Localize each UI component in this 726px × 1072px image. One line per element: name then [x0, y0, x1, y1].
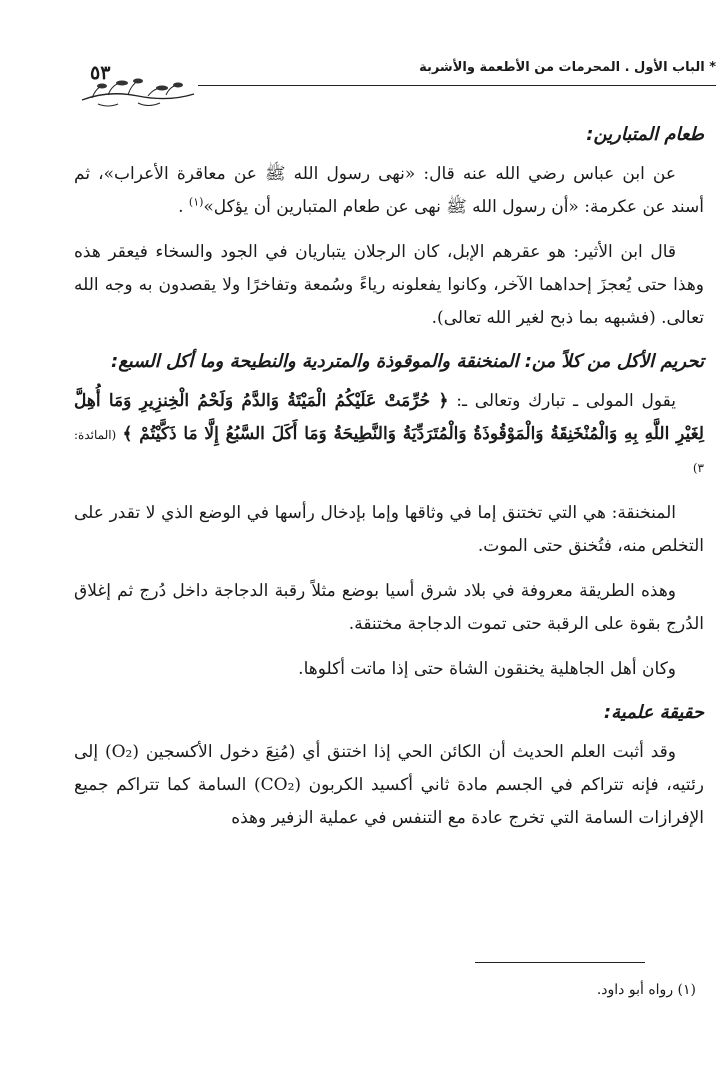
paragraph: وهذه الطريقة معروفة في بلاد شرق أسيا بوضع مثلاً رقبة الدجاجة داخل دُرج ثم إغلاق الدُرج بقوة على الرقبة حتى تموت الدجاجة مختنقة.: [74, 580, 704, 634]
quran-reference: (المائدة: ٣): [74, 428, 704, 476]
running-title: * الباب الأول . المحرمات من الأطعمة والأشربة: [419, 60, 716, 75]
paragraph: وكان أهل الجاهلية يخنقون الشاة حتى إذا ماتت أكلوها.: [298, 659, 676, 680]
section-heading: تحريم الأكل من كلاً من: المنخنقة والموقوذة والمتردية والنطيحة وما أكل السبع:: [111, 351, 704, 373]
footnote-mark: (١): [188, 195, 204, 209]
paragraph: قال ابن الأثير: هو عقرهم الإبل، كان الرجلان يتباريان في الجود والسخاء فيعقر هذه وهذا حتى يُعجزَ إحداهما الآخر، وكانوا يفعلونه رياءً وسُمعة وتفاخرًا ولا يقصدون به وجه الله تعالى. (فشبهه بما ذبح لغير الله تعالى).: [74, 241, 704, 329]
section-heading: حقيقة علمية:: [603, 702, 704, 724]
page-header: [78, 60, 716, 110]
paragraph: [74, 385, 704, 484]
paragraph: المنخنقة: هي التي تختنق إما في وثاقها وإما بإدخال رأسها في الوضع الذي لا تقدر على التخلص منه، فتُخنق حتى الموت.: [74, 502, 704, 556]
page-number: ٥٣: [90, 62, 111, 84]
paragraph: وقد أثبت العلم الحديث أن الكائن الحي إذا اختنق أي (مُنِعَ دخول الأكسجين (O₂) إلى رئتيه، فإنه تتراكم في الجسم مادة ثاني أكسيد الكربون (CO₂) السامة كما تتراكم جميع الإفرازات السامة التي تخرج عادة مع التنفس في عملية الزفير وهذه: [74, 741, 705, 829]
footnote-rule: [475, 962, 645, 963]
paragraph: عن ابن عباس رضي الله عنه قال: «نهى رسول الله ﷺ عن معاقرة الأعراب»، ثم أسند عن عكرمة: «أن رسول الله ﷺ نهى عن طعام المتبارين أن يؤكل»$^{(١)}$ .: [74, 163, 704, 217]
header-rule: [198, 85, 716, 86]
footnote: (١) رواه أبو داود.: [596, 982, 696, 998]
paragraph-text: عن ابن عباس رضي الله عنه قال: «نهى رسول الله ﷺ عن معاقرة الأعراب»، ثم أسند عن عكرمة: «أن رسول الله ﷺ نهى عن طعام المتبارين أن يؤكل»: [74, 163, 704, 217]
quran-verse: ﴿ حُرِّمَتْ عَلَيْكُمُ الْمَيْتَةُ وَالدَّمُ وَلَحْمُ الْخِنزِيرِ وَمَا أُهِلَّ لِغَيْرِ اللَّهِ بِهِ وَالْمُنْخَنِقَةُ وَالْمَوْقُوذَةُ وَالْمُتَرَدِّيَةُ وَالنَّطِيحَةُ وَمَا أَكَلَ السَّبُعُ إِلَّا مَا ذَكَّيْتُمْ ﴾: [74, 391, 704, 445]
quran-intro: يقول المولى ـ تبارك وتعالى ـ:: [456, 391, 677, 412]
page-content: [74, 118, 704, 847]
section-heading: طعام المتبارين:: [586, 124, 704, 145]
